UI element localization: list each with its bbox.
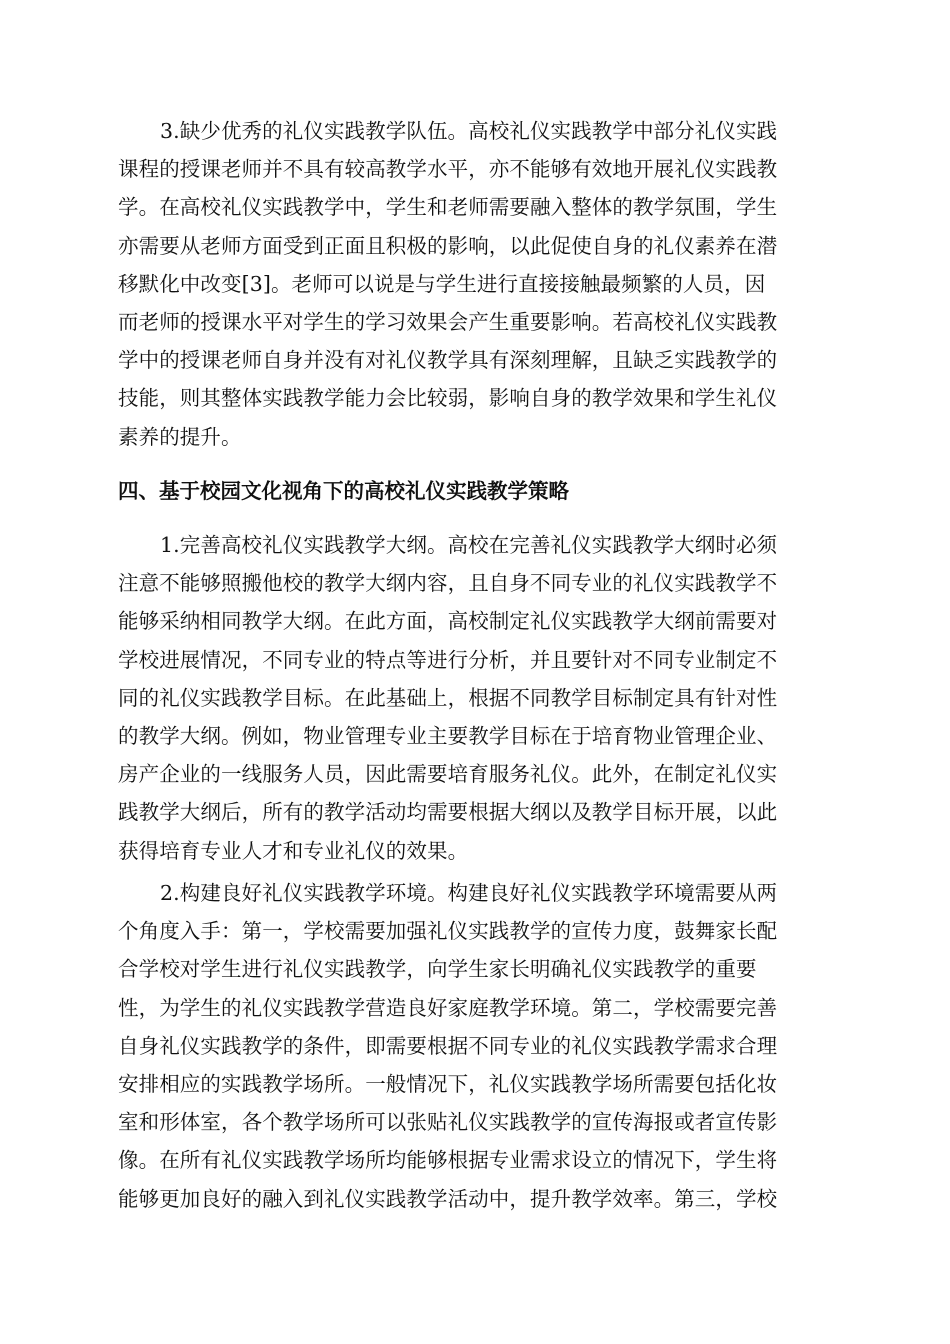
text-line: 获得培育专业人才和专业礼仪的效果。 <box>118 838 469 863</box>
text-line: 3.缺少优秀的礼仪实践教学队伍。高校礼仪实践教学中部分礼仪实践 <box>160 119 778 143</box>
text-line: 学中的授课老师自身并没有对礼仪教学具有深刻理解，且缺乏实践教学的 <box>118 348 778 373</box>
text-line: 像。在所有礼仪实践教学场所均能够根据专业需求设立的情况下，学生将 <box>118 1148 778 1173</box>
section-heading: 四、基于校园文化视角下的高校礼仪实践教学策略 <box>118 479 569 503</box>
text-line: 素养的提升。 <box>118 424 242 449</box>
text-line: 房产企业的一线服务人员，因此需要培育服务礼仪。此外，在制定礼仪实 <box>118 762 778 787</box>
text-line: 1.完善高校礼仪实践教学大纲。高校在完善礼仪实践教学大纲时必须 <box>160 533 778 557</box>
text-line: 自身礼仪实践教学的条件，即需要根据不同专业的礼仪实践教学需求合理 <box>118 1033 778 1058</box>
paragraph-environment <box>118 874 834 1218</box>
text-line: 性，为学生的礼仪实践教学营造良好家庭教学环境。第二，学校需要完善 <box>118 995 778 1020</box>
text-line: 同的礼仪实践教学目标。在此基础上，根据不同教学目标制定具有针对性 <box>118 685 778 710</box>
text-line: 亦需要从老师方面受到正面且积极的影响，以此促使自身的礼仪素养在潜 <box>118 233 778 258</box>
text-line: 学。在高校礼仪实践教学中，学生和老师需要融入整体的教学氛围，学生 <box>118 195 778 220</box>
text-line: 移默化中改变[3]。老师可以说是与学生进行直接接触最频繁的人员，因 <box>118 271 766 296</box>
text-line: 践教学大纲后，所有的教学活动均需要根据大纲以及教学目标开展，以此 <box>118 800 778 825</box>
text-line: 学校进展情况，不同专业的特点等进行分析，并且要针对不同专业制定不 <box>118 647 778 672</box>
text-line: 技能，则其整体实践教学能力会比较弱，影响自身的教学效果和学生礼仪 <box>118 386 778 411</box>
paragraph-syllabus <box>118 526 834 870</box>
paragraph-teaching-staff <box>118 112 834 456</box>
text-line: 的教学大纲。例如，物业管理专业主要教学目标在于培育物业管理企业、 <box>118 723 778 748</box>
text-line: 课程的授课老师并不具有较高教学水平，亦不能够有效地开展礼仪实践教 <box>118 157 778 182</box>
text-line: 而老师的授课水平对学生的学习效果会产生重要影响。若高校礼仪实践教 <box>118 309 778 334</box>
text-line: 能够更加良好的融入到礼仪实践教学活动中，提升教学效率。第三，学校 <box>118 1186 778 1211</box>
text-line: 2.构建良好礼仪实践教学环境。构建良好礼仪实践教学环境需要从两 <box>160 881 778 905</box>
text-line: 室和形体室，各个教学场所可以张贴礼仪实践教学的宣传海报或者宣传影 <box>118 1110 778 1135</box>
text-line: 能够采纳相同教学大纲。在此方面，高校制定礼仪实践教学大纲前需要对 <box>118 609 778 634</box>
text-line: 安排相应的实践教学场所。一般情况下，礼仪实践教学场所需要包括化妆 <box>118 1071 778 1096</box>
text-line: 个角度入手：第一，学校需要加强礼仪实践教学的宣传力度，鼓舞家长配 <box>118 919 778 944</box>
text-line: 注意不能够照搬他校的教学大纲内容，且自身不同专业的礼仪实践教学不 <box>118 571 778 596</box>
text-line: 合学校对学生进行礼仪实践教学，向学生家长明确礼仪实践教学的重要 <box>118 957 757 982</box>
